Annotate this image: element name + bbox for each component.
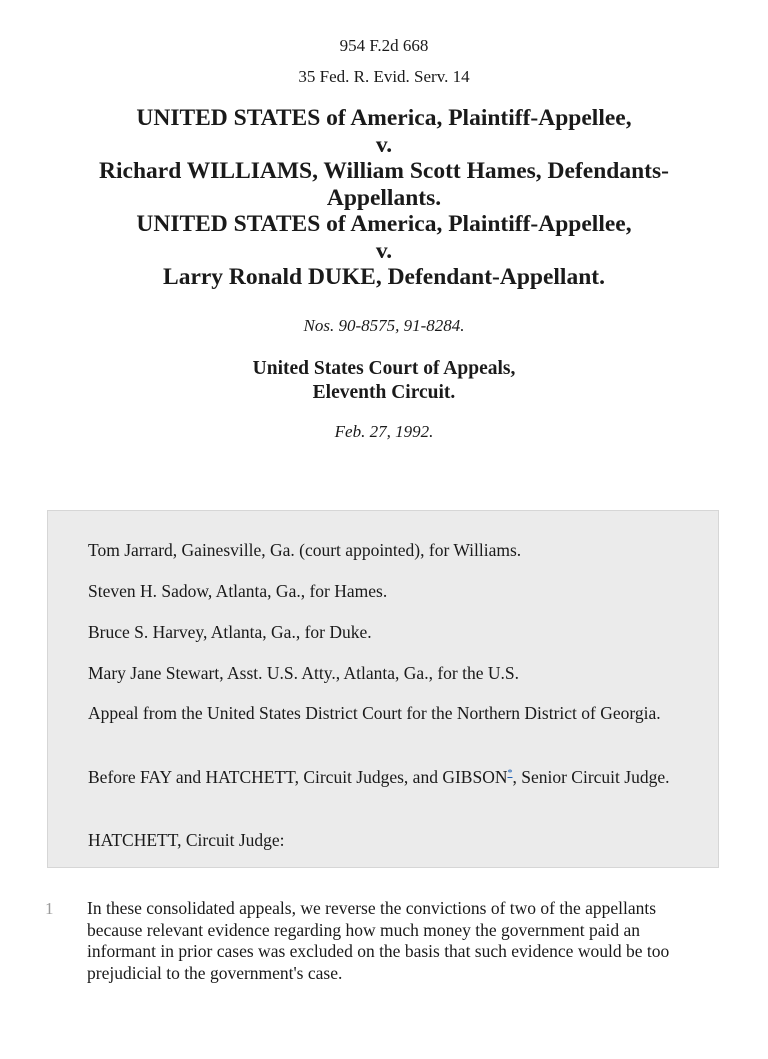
panel-judges: [88, 767, 678, 788]
panel-suffix: , Senior Circuit Judge.: [512, 767, 670, 787]
counsel-us: Mary Jane Stewart, Asst. U.S. Atty., Atlanta, Ga., for the U.S.: [88, 663, 519, 683]
court-name: [0, 357, 768, 405]
caption-line: Larry Ronald DUKE, Defendant-Appellant.: [163, 264, 605, 290]
caption-line: UNITED STATES of America, Plaintiff-Appellee,: [136, 211, 632, 237]
caption-line: v.: [375, 131, 393, 158]
opinion-author: HATCHETT, Circuit Judge:: [88, 830, 285, 850]
decision-date: Feb. 27, 1992.: [334, 421, 434, 441]
docket-number: Nos. 90-8575, 91-8284.: [303, 315, 465, 335]
caption-line: Appellants.: [326, 184, 442, 211]
case-caption: [0, 105, 768, 291]
court-line: United States Court of Appeals,: [252, 357, 516, 379]
citation-reporter: 954 F.2d 668: [339, 36, 429, 55]
paragraph-text: In these consolidated appeals, we reverse the convictions of two of the appellants because relevant evidence regarding how much money the government paid an informant in prior cases was excluded on the basis that such evidence would be too prejudicial to the government's case.: [87, 898, 670, 983]
caption-line: Richard WILLIAMS, William Scott Hames, Defendants-: [99, 158, 669, 184]
footnote-link[interactable]: *: [507, 768, 513, 780]
counsel-duke: Bruce S. Harvey, Atlanta, Ga., for Duke.: [88, 622, 372, 642]
counsel-box: [47, 510, 719, 868]
panel-prefix: Before FAY and HATCHETT, Circuit Judges, and GIBSON: [88, 767, 508, 787]
court-line: Eleventh Circuit.: [312, 381, 456, 403]
caption-line: UNITED STATES of America, Plaintiff-Appellee,: [136, 105, 632, 131]
caption-line: v.: [375, 237, 393, 264]
citation-secondary: 35 Fed. R. Evid. Serv. 14: [298, 67, 470, 86]
appeal-from: Appeal from the United States District Court for the Northern District of Georgia.: [88, 703, 661, 723]
counsel-williams: Tom Jarrard, Gainesville, Ga. (court appointed), for Williams.: [88, 540, 522, 560]
counsel-hames: Steven H. Sadow, Atlanta, Ga., for Hames.: [88, 581, 388, 601]
paragraph-number: 1: [45, 899, 54, 918]
